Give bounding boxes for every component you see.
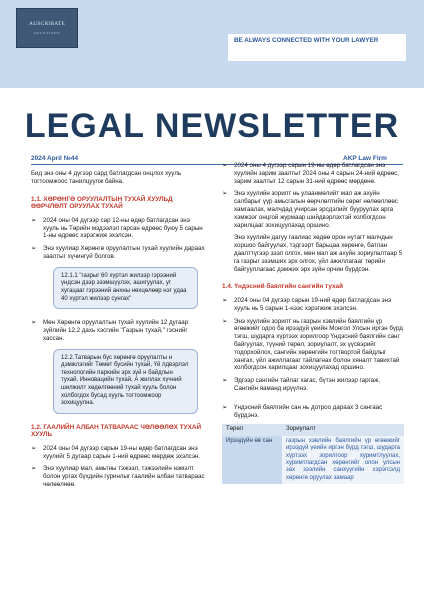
- list-item: [222, 162, 404, 185]
- quote-box-12-2: 12.2.Татварын бус хөрөнгө оруулалты н дэмжлэгийг Төмөт бусийн тухай, Үй лдвэрлэл технологийн паркийн эрх зүй н байдлын тухай, Инновацийн тухай, А жиллах хүчний шилжилт хөдөлгөөний тухай хууль болон холбогдох бусад хууль тогтоомжоор зохицуулна.: [53, 349, 198, 414]
- list-item: [222, 297, 404, 313]
- table-cell-type: Ирээдүйн өв сан: [222, 436, 282, 484]
- bullet-text: Үндэсний баялгийн сан нь дотроо дараах 3 сангаас бүрдэнэ.: [234, 403, 383, 419]
- left-column: [31, 170, 206, 494]
- firm-logo: [16, 8, 78, 48]
- newsletter-title: LEGAL NEWSLETTER: [24, 107, 400, 145]
- bullet-text: 2024 оны 04 дүгээр сарын 19-ний өдөр батлагдсан энэ хууль нь 5 сарын 1-нээс хэрэгжиж эхэлсэн.: [234, 296, 392, 312]
- arrow-bullet-icon: ➢: [222, 377, 228, 385]
- list-item: [222, 377, 404, 393]
- investment-bullets: [31, 217, 206, 261]
- list-item: [31, 217, 206, 240]
- bullet-text: Энэ хуулиар Хөрөнгө оруулалтын тухай хуулийн дараах заалтыг хүчингүй болгов.: [43, 245, 205, 260]
- list-item: [222, 190, 404, 229]
- table-header-purpose: Зориулалт: [282, 424, 404, 435]
- list-item: [222, 318, 404, 373]
- firm-name: AKP Law Firm: [343, 155, 387, 162]
- table-header-type: Төрөл: [222, 424, 282, 435]
- bullet-text: 2024 оны 04 дүгээр сар 12-ны өдөр батлагдсан энэ хууль нь Төрийн мэдээлэл гарсан өдрөөс буюу 5 сарын 1-ны өдрөөс хэрэгжиж эхэлсэн.: [43, 216, 203, 240]
- table-header-row: [222, 424, 404, 435]
- arrow-bullet-icon: ➢: [222, 403, 228, 411]
- arrow-bullet-icon: ➢: [31, 245, 37, 253]
- list-item: [31, 245, 206, 261]
- bullet-text: Мөн Хөрөнгө оруулалтын тухай хуулийн 12 дугаар зүйлийн 12.2 дахь хэсгийн "Газрын тухай," гэснийг хассан.: [43, 319, 189, 342]
- table-cell-purpose: газрын хэвлийн баялгийн үр өгөөжийг ирээдүй үеийн иргэн бүрд тэгш, шударга хүртээх зорилгоор хуримтлуулах, хуримтлагдсан хөрөнгийг олон улсын зах зээлийн санхүүгийн хэрэгсэлд хөрөнгө оруулах замаар: [282, 436, 404, 484]
- arrow-bullet-icon: ➢: [31, 444, 37, 452]
- section-title-wealth-fund: 1.4. Үндэсний баялгийн сангийн тухай: [222, 283, 344, 291]
- bullet-text: Эдгээр сангийн тайлаг хагас, бүтэн жилээр гаргаж, Сангийн яаманд ирүүлнэ.: [234, 377, 380, 392]
- arrow-bullet-icon: ➢: [222, 296, 228, 304]
- arrow-bullet-icon: ➢: [31, 319, 37, 327]
- logo-line-1: AUSCRIBATE: [29, 21, 65, 27]
- arrow-bullet-icon: ➢: [222, 317, 228, 325]
- livestock-bullets: [222, 162, 404, 229]
- quote-box-12-1-1: 12.1.1 "газрыг 60 хүртэл жилээр гэрээний үндсэн дээр эзэмшүүлэх, ашигуулах, уг хугацааг гэрээний анхны нөхцөлөөр нэг удаа 40 хүртэл жилээр сунгах": [53, 267, 198, 309]
- arrow-bullet-icon: ➢: [222, 190, 228, 198]
- table-row: [222, 436, 404, 484]
- header-band: [0, 0, 424, 88]
- bullet-text: Энэ хуулиар мал, амьтны тэжээл, тэжээлийн нэмэлт болон ургах бүхдийн гуринлыг гаалийн албан татвараас чөлөөлнөө.: [43, 465, 205, 489]
- section-title-customs: 1.2. ГААЛИЙН АЛБАН ТАТВАРААС ЧӨЛӨӨЛӨХ ТУХАЙ ХУУЛЬ: [31, 423, 202, 439]
- list-item: [222, 404, 404, 420]
- list-item: [31, 445, 206, 461]
- intro-paragraph: Бид энэ оны 4 дүгээр сард батлагдсан онцлох хууль тогтоомжоос танилцуулж байна.: [31, 170, 182, 185]
- arrow-bullet-icon: ➢: [31, 216, 37, 224]
- wealth-fund-bullets: [222, 297, 404, 393]
- livestock-paragraph: Энэ хуулийн дагуу гаалиас хөдөө орон нутагт малчдын хоршоо байгуулах, тэдгээрт барьцаа хөрөнгө, батлан даалттүгээр зээл олгох, мөн мал аж ахуйн зориулалтаар 5 га газрыг эзэмших эрх олгох, үйл ажиллагааг төрийн байгууллагаас дэмжих эрх зүйн орчин бүрдсэн.: [234, 234, 403, 273]
- bullet-text: Энэ хуулийн зорилт нь газрын хэвлийн баялгийн үр өгөөжийг одоо ба ирээдүй үеийн Монгол Улсын иргэн бүрд тэгш, шударга хүртээх зорилгоор Үндэсний баялгийн санг байгуулах, түүний төрөл, зориулалт, эх үүсвэрийг тодорхойлох, сангийн хөрөнгийн тогтвортой байдлыг хангах, үйл ажиллагааг тайлагнах болон хяналт тавихтай холбогдсон харилцааг зохицуулахад оршино.: [234, 317, 403, 372]
- customs-bullets: [31, 445, 206, 489]
- bullet-text: Энэ хуулийн зорилт нь улаанмөлийт мал аж ахуйн салбарыг үүр амьсгалын өөрчлөлтийн сөрөг нөлөөллөөс хамгаалах, малчдад учирсан эрсдэлийг бууруулах арга хэмжээг онцгой журмаар шийдвэрлэхтэй холбогдсон харилцааг зохицуулахад оршино.: [234, 190, 398, 229]
- investment-bullets-2: [31, 319, 206, 342]
- right-column: [222, 162, 404, 484]
- section-title-investment: 1.1. ХӨРӨНГӨ ОРУУЛАЛТЫН ТУХАЙ ХУУЛЬД ӨӨРЧЛӨЛТ ОРУУЛАХ ТУХАЙ: [31, 195, 173, 211]
- list-item: [31, 319, 206, 342]
- tagline-box: BE ALWAYS CONNECTED WITH YOUR LAWYER: [228, 34, 406, 61]
- arrow-bullet-icon: ➢: [222, 162, 228, 169]
- list-item: [31, 465, 206, 488]
- logo-line-2: SOLUTIONS: [33, 31, 61, 35]
- arrow-bullet-icon: ➢: [31, 465, 37, 473]
- bullet-text: 2024 оны 04 дүгээр сарын 19-ны өдөр батлагдсан энэ хуулийг 5 дугаар сарын 1-ний өдрөөс мөрдөж эхэлсэн.: [43, 444, 201, 460]
- issue-label: 2024 April №44: [31, 155, 79, 162]
- fund-types-table: [222, 424, 404, 484]
- fund-intro-bullets: [222, 404, 404, 420]
- bullet-text: 2024 оны 4 дүгээр сарын 19-ны өдөр батлагдсан энэ хуулийн зарим заалтыг 2024 оны 4 сарын 24-ний өдрөөс, зарим заалтыг 12 сарын 31-ний өдрөөс мөрдөнө.: [234, 162, 399, 185]
